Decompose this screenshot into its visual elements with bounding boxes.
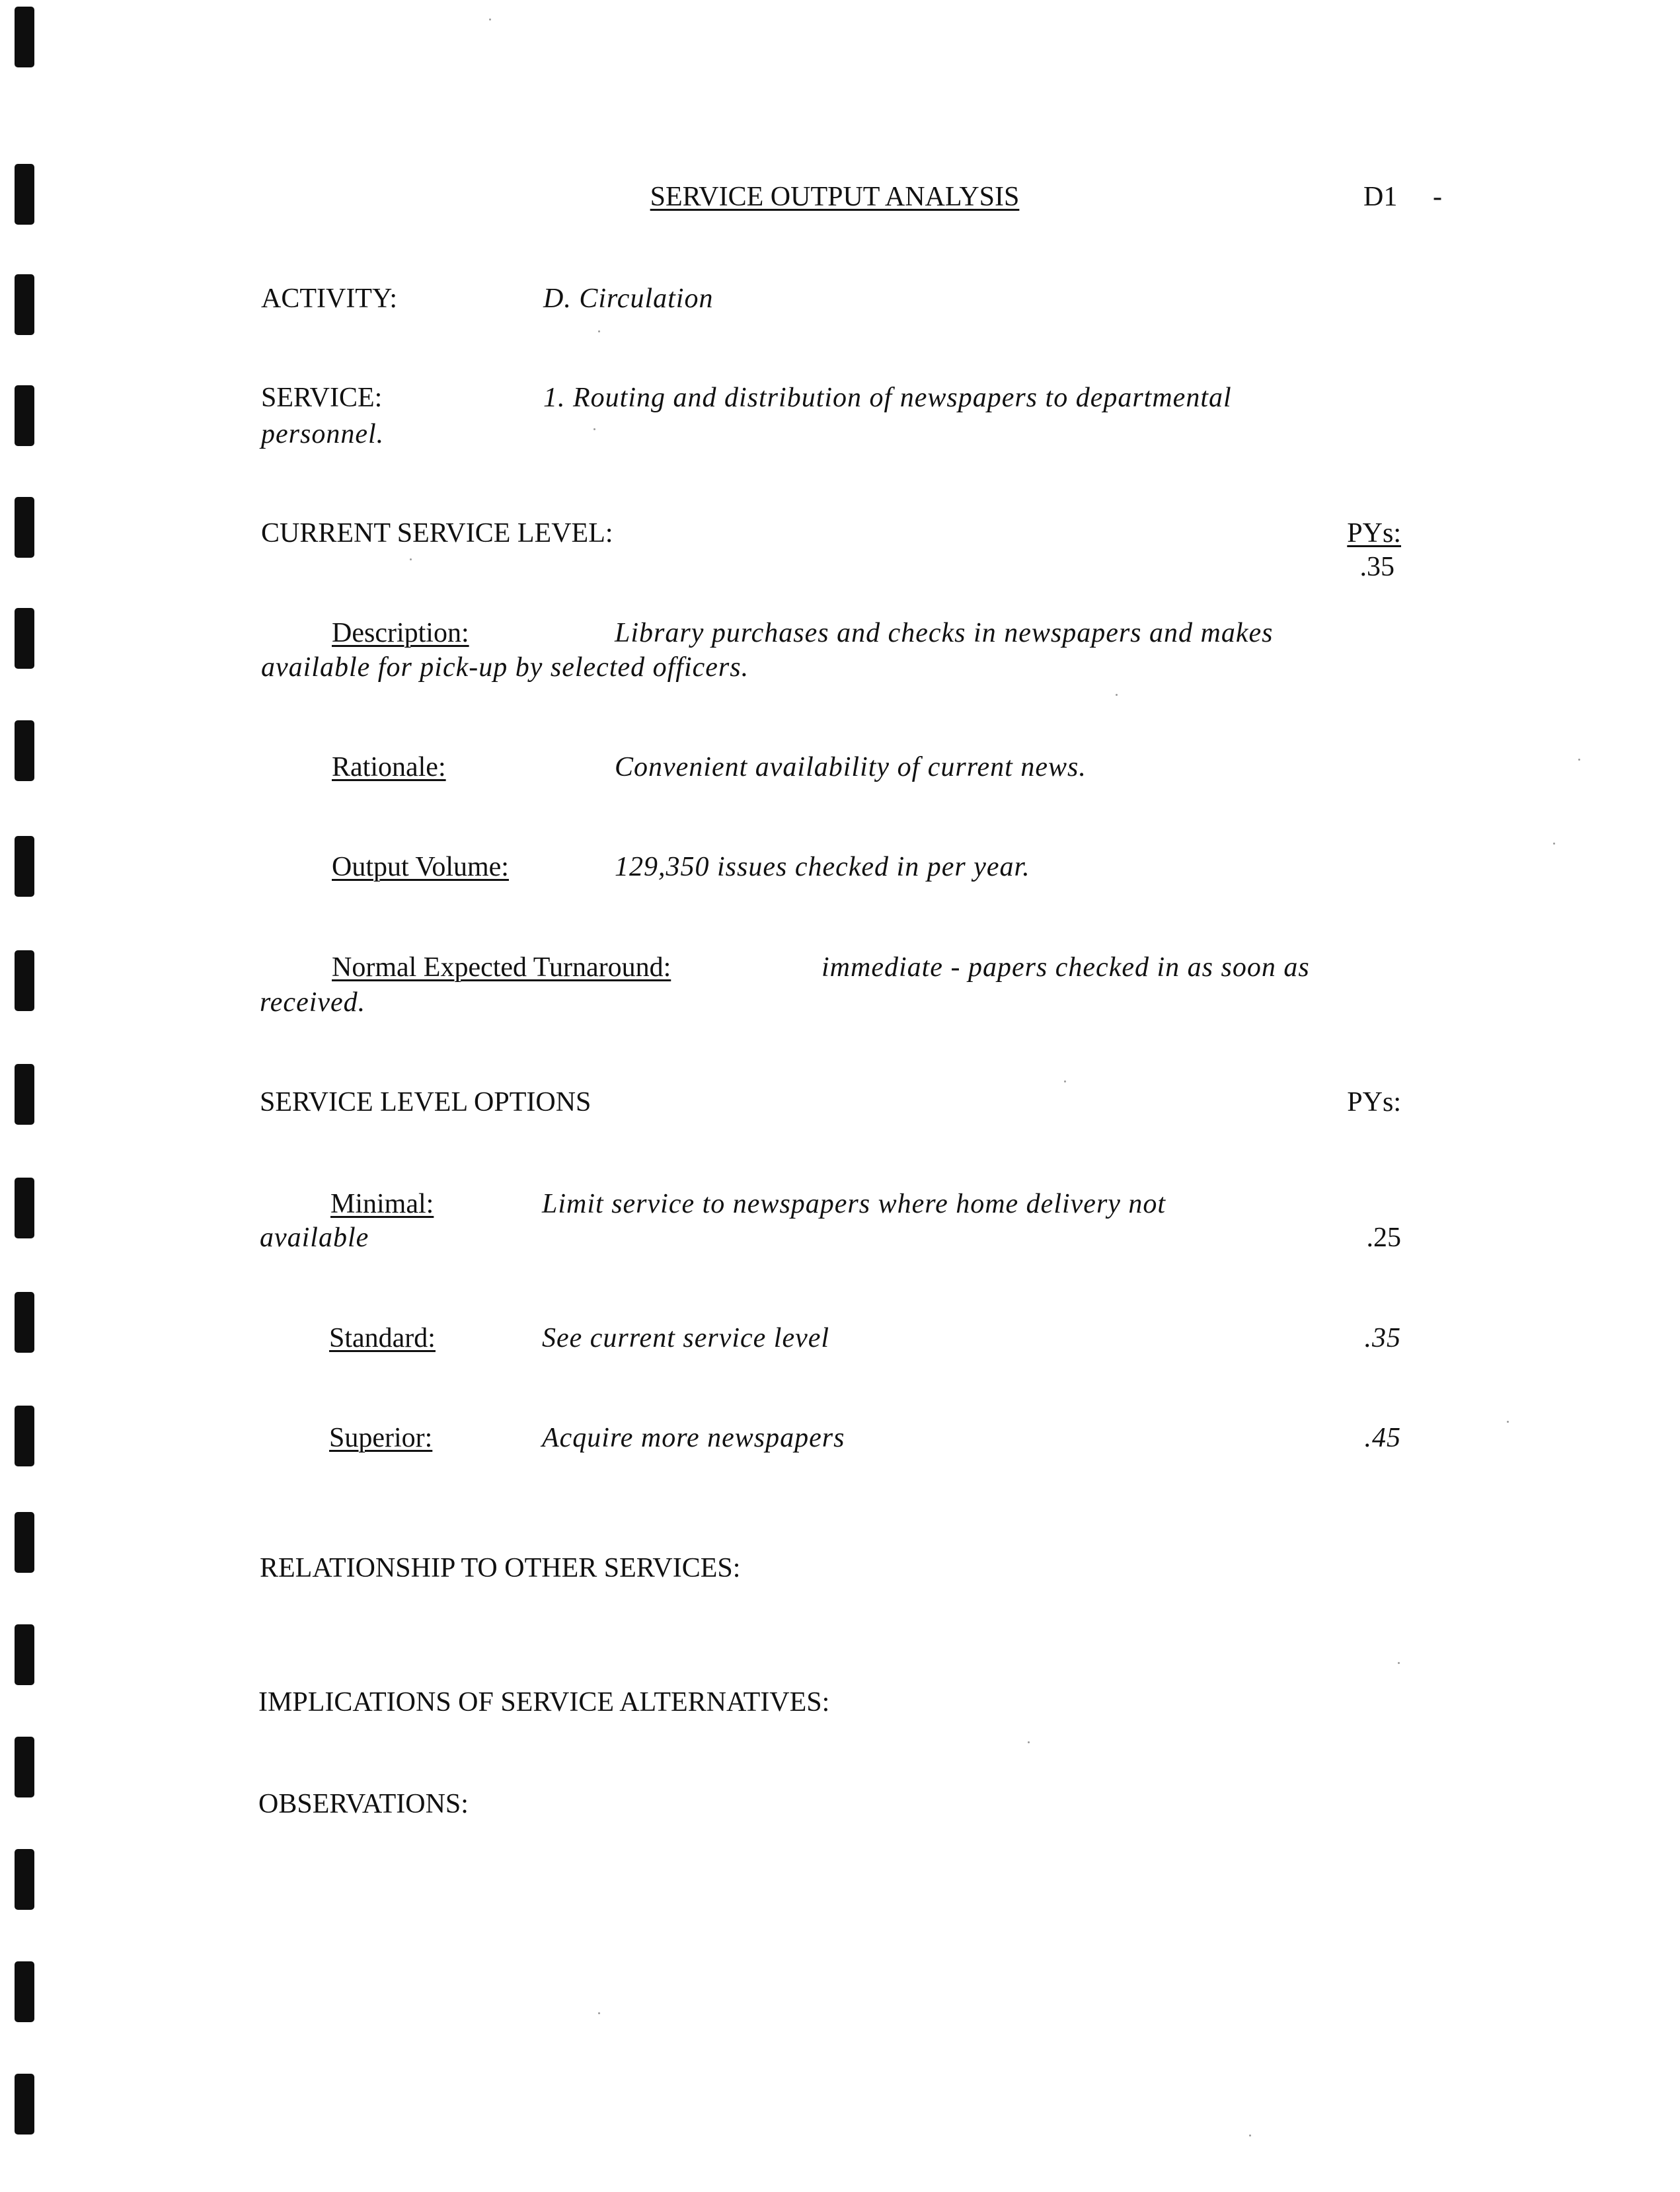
option-superior-label: Superior:	[329, 1423, 433, 1453]
page-id: D1	[1363, 182, 1398, 212]
page-title: SERVICE OUTPUT ANALYSIS	[650, 182, 1020, 212]
turnaround-line1: immediate - papers checked in as soon as	[821, 952, 1310, 983]
service-value-line1: 1. Routing and distribution of newspapers to departmental	[543, 383, 1232, 413]
binding-strip	[15, 0, 41, 2192]
scan-speck	[1507, 1421, 1509, 1423]
binding-hole	[15, 2074, 34, 2135]
binding-hole	[15, 950, 34, 1011]
binding-hole	[15, 720, 34, 781]
binding-hole	[15, 497, 34, 558]
activity-value: D. Circulation	[543, 283, 714, 314]
output-volume-value: 129,350 issues checked in per year.	[615, 852, 1030, 882]
scan-speck	[1249, 2135, 1251, 2136]
option-minimal-line2: available	[260, 1223, 369, 1253]
implications-heading: IMPLICATIONS OF SERVICE ALTERNATIVES:	[258, 1687, 830, 1718]
scan-speck	[1398, 1662, 1400, 1664]
scan-speck	[410, 558, 412, 560]
observations-heading: OBSERVATIONS:	[258, 1789, 469, 1819]
options-pys-label: PYs:	[1347, 1087, 1401, 1117]
option-minimal-line1: Limit service to newspapers where home delivery not	[542, 1189, 1166, 1219]
service-label: SERVICE:	[261, 383, 383, 413]
scan-speck	[593, 428, 595, 430]
option-minimal-label: Minimal:	[330, 1189, 434, 1219]
binding-hole	[15, 385, 34, 446]
option-superior-line1: Acquire more newspapers	[542, 1423, 845, 1453]
binding-hole	[15, 1292, 34, 1353]
current-pys-label: PYs:	[1347, 518, 1401, 548]
scan-speck	[1553, 843, 1555, 845]
binding-hole	[15, 1178, 34, 1238]
scan-speck	[598, 2012, 600, 2014]
binding-hole	[15, 274, 34, 335]
binding-hole	[15, 1406, 34, 1466]
scan-speck	[1578, 759, 1580, 761]
description-line2: available for pick-up by selected officers.	[261, 652, 749, 683]
turnaround-line2: received.	[260, 987, 366, 1018]
option-standard-line1: See current service level	[542, 1323, 830, 1353]
binding-hole	[15, 1961, 34, 2022]
scan-speck	[1116, 694, 1118, 696]
description-line1: Library purchases and checks in newspapers and makes	[615, 618, 1274, 648]
binding-hole	[15, 836, 34, 897]
option-standard-pys: .35	[1364, 1323, 1401, 1353]
scan-speck	[1064, 1080, 1066, 1082]
service-value-line2: personnel.	[261, 419, 385, 449]
rationale-label: Rationale:	[332, 752, 446, 782]
scan-speck	[489, 19, 491, 20]
rationale-value: Convenient availability of current news.	[615, 752, 1087, 782]
option-minimal-pys: .25	[1366, 1223, 1401, 1253]
binding-hole	[15, 164, 34, 225]
binding-hole	[15, 1064, 34, 1125]
binding-hole	[15, 1849, 34, 1910]
description-label: Description:	[332, 618, 469, 648]
binding-hole	[15, 1737, 34, 1797]
scan-speck	[1028, 1741, 1030, 1743]
option-standard-label: Standard:	[329, 1323, 436, 1353]
current-pys-value: .35	[1359, 552, 1394, 582]
turnaround-label: Normal Expected Turnaround:	[332, 952, 671, 983]
binding-hole	[15, 1512, 34, 1573]
scan-speck	[598, 330, 600, 332]
current-service-level-heading: CURRENT SERVICE LEVEL:	[261, 518, 613, 548]
service-level-options-heading: SERVICE LEVEL OPTIONS	[260, 1087, 592, 1117]
binding-hole	[15, 7, 34, 67]
relationship-heading: RELATIONSHIP TO OTHER SERVICES:	[260, 1553, 741, 1583]
option-superior-pys: .45	[1364, 1423, 1401, 1453]
page-id-dash: -	[1433, 182, 1442, 212]
binding-hole	[15, 608, 34, 669]
binding-hole	[15, 1624, 34, 1685]
activity-label: ACTIVITY:	[261, 283, 398, 314]
output-volume-label: Output Volume:	[332, 852, 509, 882]
